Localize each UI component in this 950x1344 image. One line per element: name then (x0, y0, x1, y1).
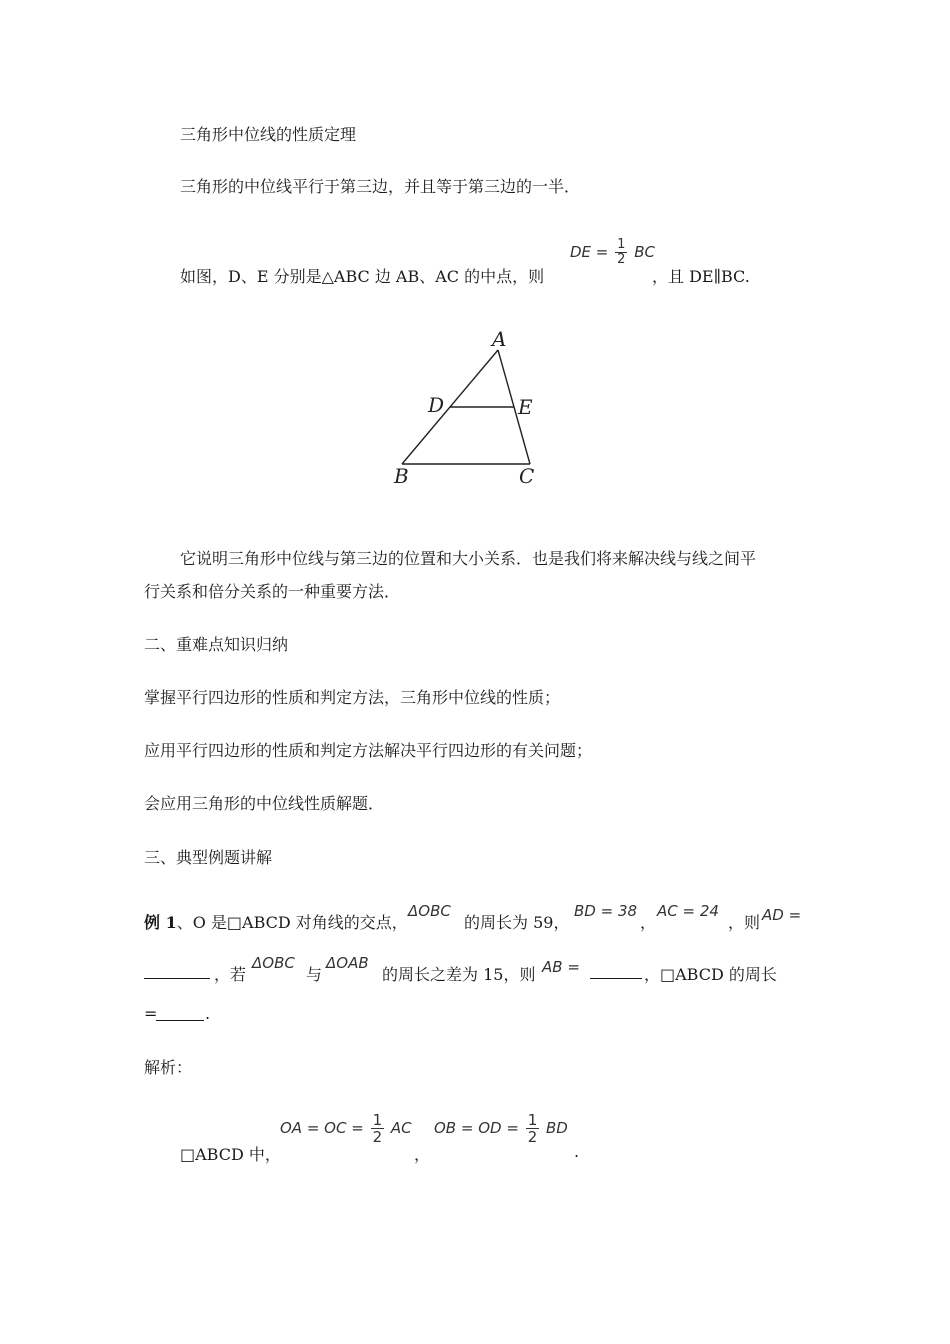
example-text-5: ，若 (214, 965, 247, 984)
example-text-10: . (205, 1004, 211, 1023)
math-ab-equals: AB = (542, 958, 580, 976)
example-text-4: ，则 (728, 913, 761, 932)
solution-formula-2-rhs: BD (546, 1119, 568, 1137)
answer-blank-ab[interactable] (590, 962, 642, 979)
example-text-7: 的周长之差为 15，则 (382, 965, 536, 984)
formula-de-lhs: DE = (570, 243, 609, 261)
math-triangle-obc: ΔOBC (408, 902, 451, 920)
solution-formula-1-rhs: AC (390, 1119, 412, 1137)
key-point-2: 应用平行四边形的性质和判定方法解决平行四边形的有关问题； (144, 741, 593, 760)
theorem-statement: 三角形的中位线平行于第三边，并且等于第三边的一半． (180, 177, 581, 196)
analysis-label: 解析： (144, 1058, 193, 1077)
formula-de-denominator: 2 (617, 252, 626, 267)
example-text-2: 的周长为 59， (464, 913, 570, 932)
vertex-label-c: C (519, 464, 535, 488)
math-bd-38: BD = 38 (574, 902, 638, 920)
formula-de-numerator: 1 (617, 237, 626, 252)
example-text-8: ，□ABCD 的周长 (644, 965, 777, 984)
example-text-1: 、O 是□ABCD 对角线的交点， (176, 913, 408, 932)
section-heading-2: 二、重难点知识归纳 (144, 635, 289, 654)
section-heading-3: 三、典型例题讲解 (144, 848, 273, 867)
solution-formula-1-lhs: OA = OC = (280, 1119, 364, 1137)
solution-end-period: . (574, 1142, 580, 1161)
solution-prefix: □ABCD 中， (180, 1145, 281, 1164)
key-point-3: 会应用三角形的中位线性质解题． (144, 794, 385, 813)
vertex-label-d: D (428, 393, 445, 417)
solution-formula-oa-oc (280, 1112, 412, 1145)
theorem-title: 三角形中位线的性质定理 (180, 125, 357, 144)
solution-formula-2-numerator: 1 (527, 1111, 538, 1129)
triangle-figure (380, 320, 560, 495)
solution-comma: ， (414, 1145, 431, 1164)
example-1-line-1 (144, 910, 408, 933)
explanation-line-2: 行关系和倍分关系的一种重要方法． (144, 582, 401, 601)
formula-de-fraction (615, 238, 627, 267)
figure-sentence-end: ，且 DE∥BC. (652, 267, 750, 286)
key-point-1: 掌握平行四边形的性质和判定方法，三角形中位线的性质； (144, 688, 561, 707)
solution-formula-1-numerator: 1 (372, 1111, 383, 1129)
solution-formula-2-denominator: 2 (527, 1128, 538, 1146)
solution-formula-ob-od (434, 1112, 568, 1145)
vertex-label-e: E (518, 395, 533, 419)
math-ad-equals: AD = (762, 906, 802, 924)
formula-de-rhs: BC (634, 243, 655, 261)
example-text-3: ， (640, 913, 657, 932)
example-label: 例 1 (144, 913, 177, 932)
vertex-label-a: A (492, 327, 507, 351)
answer-blank-ad[interactable] (144, 962, 210, 979)
figure-sentence-start: 如图，D、E 分别是△ABC 边 AB、AC 的中点，则 (180, 267, 545, 286)
answer-blank-perimeter[interactable] (156, 1004, 204, 1021)
solution-formula-1-fraction (371, 1112, 385, 1145)
explanation-line-1: 它说明三角形中位线与第三边的位置和大小关系．也是我们将来解决线与线之间平 (180, 549, 757, 568)
solution-formula-2-lhs: OB = OD = (434, 1119, 519, 1137)
example-text-6: 与 (306, 965, 323, 984)
math-ac-24: AC = 24 (657, 902, 719, 920)
vertex-label-b: B (394, 464, 409, 488)
example-text-9: = (144, 1004, 158, 1023)
solution-formula-2-fraction (526, 1112, 540, 1145)
math-triangle-obc-2: ΔOBC (252, 954, 295, 972)
solution-formula-1-denominator: 2 (372, 1128, 383, 1146)
formula-de-half-bc (570, 238, 655, 267)
math-triangle-oab: ΔOAB (326, 954, 369, 972)
